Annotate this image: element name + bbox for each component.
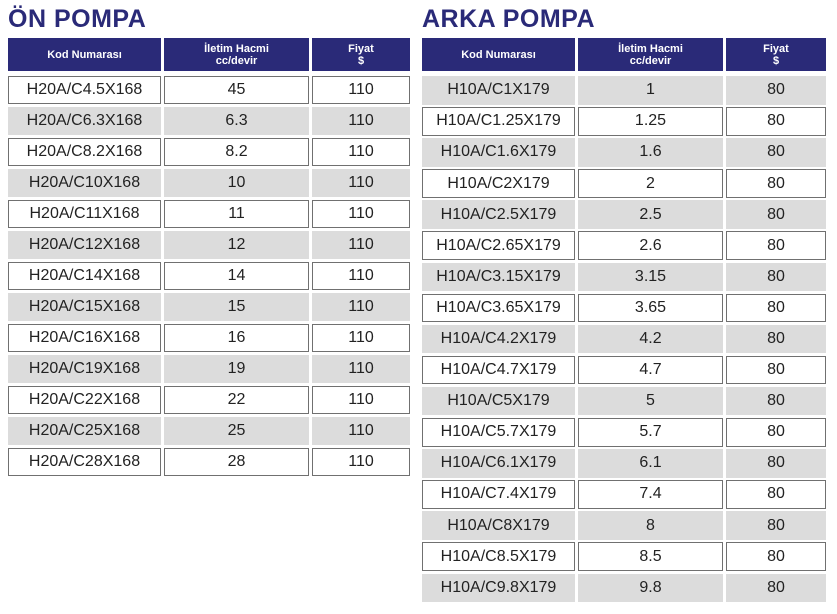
price-cell: 80 [726, 263, 826, 292]
price-cell: 110 [312, 324, 410, 352]
header-displacement-unit: cc/devir [629, 54, 672, 67]
displacement-cell: 6.3 [164, 107, 309, 135]
header-displacement-unit: cc/devir [215, 54, 258, 67]
price-cell: 110 [312, 417, 410, 445]
header-price-label: Fiyat [763, 42, 789, 55]
table-row [422, 574, 826, 603]
displacement-cell: 2.6 [578, 231, 723, 260]
front-pump-table [8, 38, 410, 479]
price-cell: 80 [726, 107, 826, 136]
table-row [8, 138, 410, 166]
header-displacement-label: İletim Hacmi [204, 42, 269, 55]
price-cell: 110 [312, 262, 410, 290]
table-row [422, 138, 826, 167]
header-code-label: Kod Numarası [461, 48, 536, 61]
price-cell: 80 [726, 574, 826, 603]
displacement-cell: 8 [578, 511, 723, 540]
header-price-label: Fiyat [348, 42, 374, 55]
code-cell: H10A/C3.65X179 [422, 294, 575, 323]
code-cell: H20A/C28X168 [8, 448, 161, 476]
code-cell: H10A/C1.6X179 [422, 138, 575, 167]
displacement-cell: 8.2 [164, 138, 309, 166]
table-row [8, 231, 410, 259]
price-cell: 110 [312, 355, 410, 383]
displacement-cell: 11 [164, 200, 309, 228]
price-cell: 80 [726, 231, 826, 260]
displacement-cell: 19 [164, 355, 309, 383]
displacement-cell: 9.8 [578, 574, 723, 603]
rear-pump-table [422, 38, 826, 605]
displacement-cell: 10 [164, 169, 309, 197]
table-row [422, 107, 826, 136]
displacement-cell: 6.1 [578, 449, 723, 478]
price-cell: 80 [726, 449, 826, 478]
price-cell: 80 [726, 480, 826, 509]
rear-pump-title: ARKA POMPA [422, 5, 596, 33]
table-row [422, 418, 826, 447]
table-row [422, 76, 826, 105]
code-cell: H10A/C9.8X179 [422, 574, 575, 603]
displacement-cell: 2 [578, 169, 723, 198]
price-cell: 80 [726, 76, 826, 105]
displacement-cell: 1 [578, 76, 723, 105]
code-cell: H10A/C1X179 [422, 76, 575, 105]
displacement-cell: 5.7 [578, 418, 723, 447]
displacement-cell: 45 [164, 76, 309, 104]
displacement-cell: 16 [164, 324, 309, 352]
price-cell: 110 [312, 200, 410, 228]
price-cell: 110 [312, 448, 410, 476]
displacement-cell: 22 [164, 386, 309, 414]
price-cell: 110 [312, 293, 410, 321]
table-row [8, 262, 410, 290]
code-cell: H10A/C5X179 [422, 387, 575, 416]
code-cell: H20A/C22X168 [8, 386, 161, 414]
code-cell: H10A/C4.7X179 [422, 356, 575, 385]
table-row [8, 386, 410, 414]
code-cell: H20A/C14X168 [8, 262, 161, 290]
displacement-cell: 1.25 [578, 107, 723, 136]
displacement-cell: 5 [578, 387, 723, 416]
table-row [8, 107, 410, 135]
code-cell: H20A/C4.5X168 [8, 76, 161, 104]
displacement-cell: 8.5 [578, 542, 723, 571]
code-cell: H20A/C12X168 [8, 231, 161, 259]
price-cell: 80 [726, 138, 826, 167]
table-row [8, 417, 410, 445]
code-cell: H10A/C2X179 [422, 169, 575, 198]
code-cell: H10A/C8.5X179 [422, 542, 575, 571]
table-row [422, 263, 826, 292]
table-row [422, 480, 826, 509]
table-row [8, 76, 410, 104]
table-row [8, 324, 410, 352]
price-cell: 110 [312, 169, 410, 197]
displacement-cell: 2.5 [578, 200, 723, 229]
displacement-cell: 12 [164, 231, 309, 259]
price-cell: 80 [726, 200, 826, 229]
table-row [422, 511, 826, 540]
front-pump-title: ÖN POMPA [8, 5, 147, 33]
table-row [422, 231, 826, 260]
header-displacement [164, 38, 309, 71]
code-cell: H20A/C15X168 [8, 293, 161, 321]
displacement-cell: 1.6 [578, 138, 723, 167]
displacement-cell: 14 [164, 262, 309, 290]
table-header [422, 38, 826, 71]
table-row [422, 356, 826, 385]
table-row [422, 542, 826, 571]
price-cell: 80 [726, 418, 826, 447]
price-cell: 80 [726, 387, 826, 416]
displacement-cell: 3.65 [578, 294, 723, 323]
front-table-body [8, 76, 410, 476]
code-cell: H10A/C8X179 [422, 511, 575, 540]
code-cell: H20A/C11X168 [8, 200, 161, 228]
code-cell: H10A/C2.65X179 [422, 231, 575, 260]
table-row [8, 448, 410, 476]
price-cell: 80 [726, 511, 826, 540]
header-displacement-label: İletim Hacmi [618, 42, 683, 55]
table-row [422, 200, 826, 229]
code-cell: H10A/C5.7X179 [422, 418, 575, 447]
table-row [422, 449, 826, 478]
price-cell: 80 [726, 169, 826, 198]
price-cell: 110 [312, 107, 410, 135]
price-cell: 110 [312, 386, 410, 414]
header-displacement [578, 38, 723, 71]
code-cell: H10A/C7.4X179 [422, 480, 575, 509]
price-cell: 110 [312, 76, 410, 104]
price-cell: 80 [726, 542, 826, 571]
table-row [8, 293, 410, 321]
header-code [8, 38, 161, 71]
table-row [422, 325, 826, 354]
code-cell: H20A/C25X168 [8, 417, 161, 445]
header-price [312, 38, 410, 71]
price-cell: 80 [726, 356, 826, 385]
header-price [726, 38, 826, 71]
table-row [422, 294, 826, 323]
displacement-cell: 15 [164, 293, 309, 321]
displacement-cell: 7.4 [578, 480, 723, 509]
code-cell: H20A/C6.3X168 [8, 107, 161, 135]
code-cell: H10A/C3.15X179 [422, 263, 575, 292]
code-cell: H10A/C2.5X179 [422, 200, 575, 229]
table-row [8, 200, 410, 228]
price-cell: 110 [312, 138, 410, 166]
price-cell: 110 [312, 231, 410, 259]
code-cell: H10A/C6.1X179 [422, 449, 575, 478]
table-row [422, 387, 826, 416]
displacement-cell: 4.7 [578, 356, 723, 385]
displacement-cell: 3.15 [578, 263, 723, 292]
code-cell: H20A/C8.2X168 [8, 138, 161, 166]
header-code [422, 38, 575, 71]
price-cell: 80 [726, 325, 826, 354]
code-cell: H20A/C16X168 [8, 324, 161, 352]
table-row [422, 169, 826, 198]
price-cell: 80 [726, 294, 826, 323]
displacement-cell: 4.2 [578, 325, 723, 354]
code-cell: H10A/C4.2X179 [422, 325, 575, 354]
table-row [8, 169, 410, 197]
table-row [8, 355, 410, 383]
rear-table-body [422, 76, 826, 602]
table-header [8, 38, 410, 71]
code-cell: H10A/C1.25X179 [422, 107, 575, 136]
header-code-label: Kod Numarası [47, 48, 122, 61]
displacement-cell: 25 [164, 417, 309, 445]
header-price-unit: $ [772, 54, 780, 67]
displacement-cell: 28 [164, 448, 309, 476]
code-cell: H20A/C19X168 [8, 355, 161, 383]
header-price-unit: $ [357, 54, 365, 67]
code-cell: H20A/C10X168 [8, 169, 161, 197]
